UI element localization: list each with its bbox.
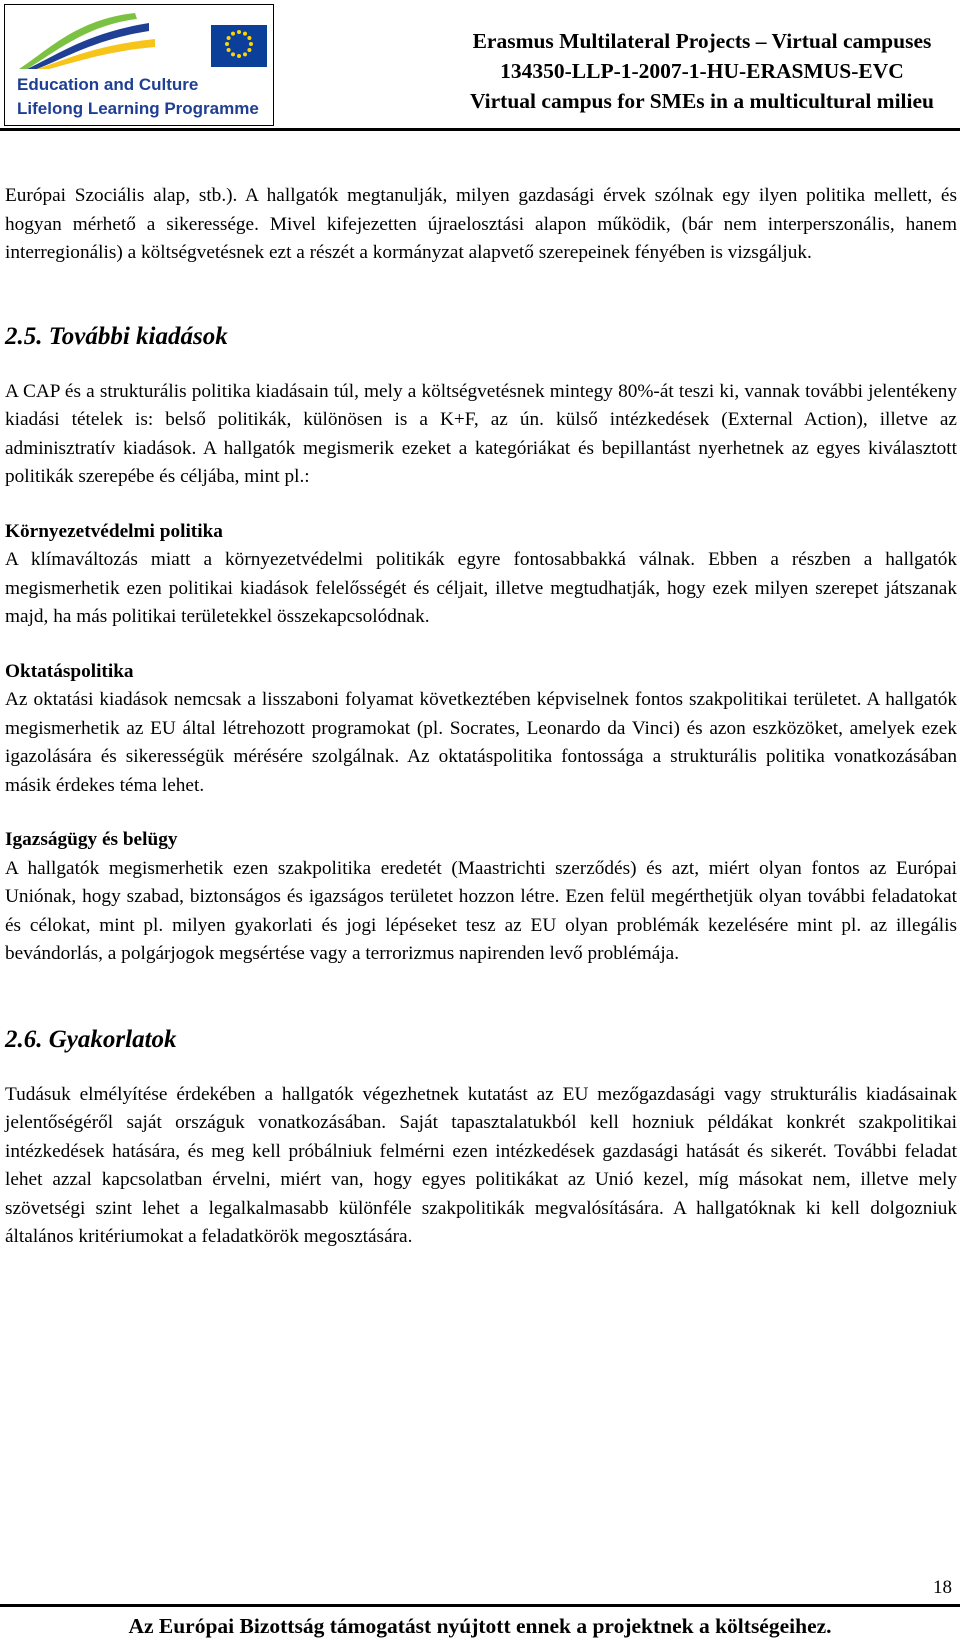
logo-text-line2: Lifelong Learning Programme bbox=[17, 99, 259, 118]
project-header bbox=[470, 26, 934, 116]
program-logo bbox=[4, 4, 274, 126]
footer-divider bbox=[0, 1604, 960, 1607]
header-title-line1: Erasmus Multilateral Projects – Virtual campuses bbox=[472, 29, 932, 53]
page-content bbox=[5, 182, 957, 1252]
subsection-title-education: Oktatáspolitika bbox=[5, 660, 134, 682]
subsection-text-education: Az oktatási kiadások nemcsak a lisszaboni folyamat következtében képviselnek fontos szakpolitikai területet. A hallgatók megismerhetik az EU által létrehozott programokat (pl. Socrates, Leonardo da Vinci) és azon eszközöket, amelyek ezek igazolására és sikerességük mérésére szolgálnak. Az oktatáspolitika fontossága a strukturális politika vonatkozásában másik érdekes téma lehet. bbox=[5, 689, 957, 796]
education-culture-emblem-icon bbox=[17, 11, 157, 71]
eu-flag-icon bbox=[211, 25, 267, 67]
subsection-title-justice: Igazságügy és belügy bbox=[5, 829, 178, 850]
page-number: 18 bbox=[933, 1577, 952, 1598]
footer-disclaimer: Az Európai Bizottság támogatást nyújtott ennek a projektnek a költségeihez. bbox=[128, 1614, 832, 1638]
intro-paragraph: Európai Szociális alap, stb.). A hallgatók megtanulják, milyen gazdasági érvek szólnak egy ilyen politika mellett, és hogyan mérhető a sikeressége. Mivel kifejezetten újraelosztási alapon működik, (bár nem interperszonális, hanem interregionális) a költségvetésnek ezt a részét a kormányzat alapvető szerepeinek fényében is vizsgáljuk. bbox=[5, 185, 957, 263]
section-2-5-paragraph: A CAP és a strukturális politika kiadásain túl, mely a költségvetésnek mintegy 80%-át teszi ki, vannak további jelentékeny kiadási tételek is: belső politikák, különösen is a K+F, az ún. külső intézkedések (External Action), illetve az adminisztratív kiadások. A hallgatók megismerik ezeket a kategóriákat és bepillantást nyerhetnek az egyes kiválasztott politikák szerepébe és céljába, mint pl.: bbox=[5, 380, 957, 487]
subsection-text-justice: A hallgatók megismerhetik ezen szakpolitika eredetét (Maastrichti szerződés) és azt, miért olyan fontos az Európai Uniónak, hogy szabad, biztonságos és igazságos területet hozzon létre. Ezen felül megérthetjük olyan további feladatokat és célokat, mint pl. milyen gyakorlati és jogi lépéseket tesz az EU olyan problémák kezelésére mint pl. az illegális bevándorlás, a polgárjogok megsértése vagy a terrorizmus napirenden levő problémája. bbox=[5, 857, 957, 964]
header-divider bbox=[0, 128, 960, 131]
section-heading-2-5: 2.5. További kiadások bbox=[5, 322, 228, 350]
header-title-line2: 134350-LLP-1-2007-1-HU-ERASMUS-EVC bbox=[500, 59, 904, 83]
section-heading-2-6: 2.6. Gyakorlatok bbox=[5, 1025, 177, 1053]
subsection-title-environment: Környezetvédelmi politika bbox=[5, 520, 223, 542]
section-2-6-paragraph: Tudásuk elmélyítése érdekében a hallgatók végezhetnek kutatást az EU mezőgazdasági vagy strukturális kiadásainak jelentőségéről saját országuk vonatkozásában. Saját tapasztalatukból kell hozniuk példákat konkrét szakpolitikai intézkedések hatására, és meg kell próbálniuk felmérni ezen intézkedések gazdasági hatását és sikerét. További feladat lehet azzal kapcsolatban érvelni, miért van, hogy egyes politikákat az Unió kezel, míg másokat nem, illetve mely szövetségi szint lehet a legalkalmasabb különféle szakpolitikák megvalósítására. A hallgatóknak ki kell dolgozniuk általános kritériumokat a feladatkörök megosztására. bbox=[5, 1083, 957, 1247]
subsection-text-environment: A klímaváltozás miatt a környezetvédelmi politikák egyre fontosabbakká válnak. Ebben a részben a hallgatók megismerhetik ezen politikai kiadások felelősségét és céljait, illetve megtudhatják, hogy ezek milyen szerepet játszanak majd, ha más politikai területekkel összekapcsolódnak. bbox=[5, 549, 957, 627]
logo-text-line1: Education and Culture bbox=[17, 75, 199, 94]
header-title-line3: Virtual campus for SMEs in a multicultural milieu bbox=[469, 89, 934, 113]
